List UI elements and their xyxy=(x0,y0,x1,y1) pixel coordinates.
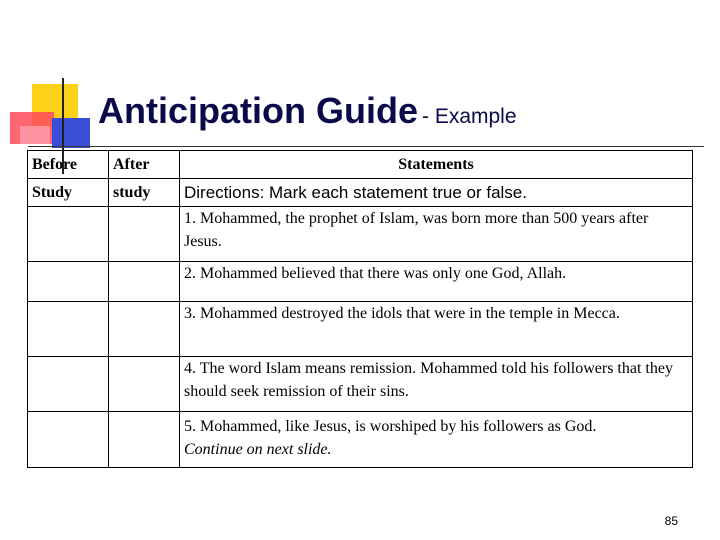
before-answer-cell-4[interactable] xyxy=(28,357,109,412)
before-answer-cell-5[interactable] xyxy=(28,412,109,468)
table-row xyxy=(28,357,693,412)
after-answer-cell-3[interactable] xyxy=(109,302,180,357)
after-answer-cell-2[interactable] xyxy=(109,262,180,302)
statement-5: 5. Mohammed, like Jesus, is worshiped by his followers as God. xyxy=(184,418,597,435)
anticipation-guide-table xyxy=(27,150,693,468)
header-statements: Statements xyxy=(180,151,693,179)
statement-3: 3. Mohammed destroyed the idols that were in the temple in Mecca. xyxy=(180,302,693,357)
header-before-study-line2: Study xyxy=(28,179,109,207)
before-answer-cell-3[interactable] xyxy=(28,302,109,357)
directions-text: Directions: Mark each statement true or false. xyxy=(180,179,693,207)
header-after-study-line2: study xyxy=(109,179,180,207)
header-after-study xyxy=(109,151,180,179)
table-row xyxy=(28,207,693,262)
table-row xyxy=(28,412,693,468)
title-underline xyxy=(28,146,704,147)
slide-title-main: Anticipation Guide xyxy=(98,90,418,131)
table-row xyxy=(28,302,693,357)
table-directions-row xyxy=(28,179,693,207)
after-answer-cell-4[interactable] xyxy=(109,357,180,412)
header-before-study xyxy=(28,151,109,179)
table-header-row xyxy=(28,151,693,179)
slide-title xyxy=(98,90,517,132)
header-before-label: Before xyxy=(32,156,78,173)
statement-2: 2. Mohammed believed that there was only one God, Allah. xyxy=(180,262,693,302)
before-answer-cell-2[interactable] xyxy=(28,262,109,302)
statement-4: 4. The word Islam means remission. Mohammed told his followers that they should seek remission of their sins. xyxy=(180,357,693,412)
statement-1: 1. Mohammed, the prophet of Islam, was born more than 500 years after Jesus. xyxy=(180,207,693,262)
after-answer-cell-1[interactable] xyxy=(109,207,180,262)
table-row xyxy=(28,262,693,302)
title-decoration-blue-square xyxy=(52,118,90,148)
title-decoration-pink-square xyxy=(20,126,50,144)
before-answer-cell-1[interactable] xyxy=(28,207,109,262)
page-number: 85 xyxy=(664,514,678,528)
after-answer-cell-5[interactable] xyxy=(109,412,180,468)
header-after-label: After xyxy=(113,156,150,173)
slide-title-sub: - Example xyxy=(422,105,517,128)
statement-5-cell xyxy=(180,412,693,468)
continue-note: Continue on next slide. xyxy=(184,441,332,458)
